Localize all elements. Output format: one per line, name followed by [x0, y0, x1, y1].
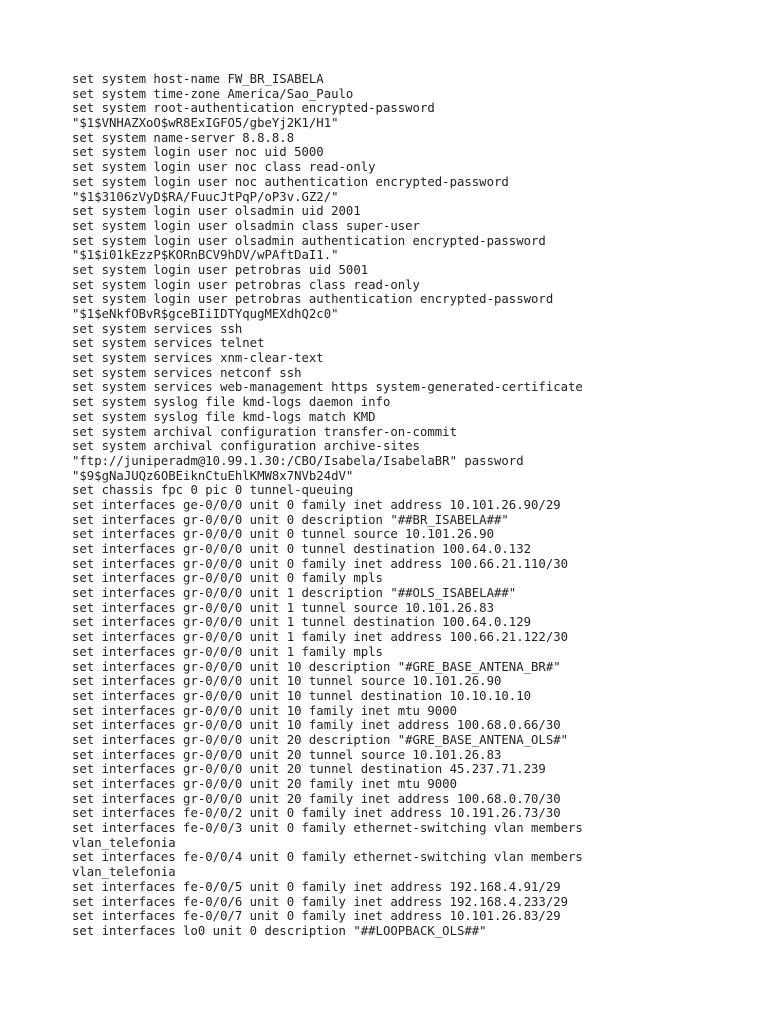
config-line: set system login user noc authentication encrypted-password: [72, 174, 509, 189]
config-line: set interfaces fe-0/0/4 unit 0 family ethernet-switching vlan members: [72, 850, 583, 865]
config-line: "$1$eNkfOBvR$gceBIiIDTYqugMEXdhQ2c0": [72, 307, 339, 321]
config-line: set interfaces gr-0/0/0 unit 1 tunnel destination 100.64.0.129: [72, 615, 532, 630]
config-line: set system services netconf ssh: [72, 365, 302, 380]
config-line: "$9$gNaJUQz6OBEiknCtuEhlKMW8x7NVb24dV": [72, 468, 354, 483]
config-line: vlan_telefonia: [72, 835, 176, 850]
config-line: set interfaces gr-0/0/0 unit 10 description "#GRE_BASE_ANTENA_BR#": [72, 659, 561, 674]
config-line: set interfaces gr-0/0/0 unit 20 family inet mtu 9000: [72, 777, 457, 791]
config-line: set interfaces fe-0/0/5 unit 0 family inet address 192.168.4.91/29: [72, 879, 561, 894]
config-line: set interfaces gr-0/0/0 unit 0 family inet address 100.66.21.110/30: [72, 556, 569, 571]
config-line: "$1$i01kEzzP$KORnBCV9hDV/wPAftDaI1.": [72, 248, 339, 263]
config-line: set interfaces gr-0/0/0 unit 10 tunnel source 10.101.26.90: [72, 674, 502, 689]
config-line: set interfaces gr-0/0/0 unit 1 tunnel source 10.101.26.83: [72, 600, 494, 615]
config-line: set system services xnm-clear-text: [72, 351, 324, 366]
config-line: set system archival configuration archive-sites: [72, 439, 420, 454]
config-line: set interfaces gr-0/0/0 unit 0 description "##BR_ISABELA##": [72, 512, 509, 527]
config-line: set system services web-management https system-generated-certificate: [72, 380, 583, 395]
config-line: set interfaces gr-0/0/0 unit 0 family mpls: [72, 571, 383, 586]
config-line: set system login user petrobras uid 5001: [72, 262, 369, 277]
config-line: set system login user petrobras authentication encrypted-password: [72, 292, 554, 307]
config-line: set interfaces fe-0/0/2 unit 0 family inet address 10.191.26.73/30: [72, 806, 561, 821]
config-line: set interfaces fe-0/0/6 unit 0 family inet address 192.168.4.233/29: [72, 894, 569, 909]
config-line: "ftp://juniperadm@10.99.1.30:/CBO/Isabela/IsabelaBR" password: [72, 453, 524, 468]
config-line: set system services ssh: [72, 321, 243, 336]
config-line: set system login user olsadmin authentication encrypted-password: [72, 233, 546, 248]
config-line: set interfaces gr-0/0/0 unit 20 description "#GRE_BASE_ANTENA_OLS#": [72, 732, 569, 747]
config-line: set interfaces gr-0/0/0 unit 0 tunnel destination 100.64.0.132: [72, 542, 532, 556]
config-line: vlan_telefonia: [72, 865, 176, 880]
config-line: set interfaces gr-0/0/0 unit 20 tunnel source 10.101.26.83: [72, 747, 502, 762]
config-line: set interfaces ge-0/0/0 unit 0 family inet address 10.101.26.90/29: [72, 497, 561, 512]
config-line: set interfaces gr-0/0/0 unit 20 family inet address 100.68.0.70/30: [72, 791, 561, 806]
config-line: "$1$VNHAZXoO$wR8ExIGFO5/gbeYj2K1/H1": [72, 116, 339, 131]
config-listing: [72, 72, 583, 939]
config-line: set interfaces gr-0/0/0 unit 10 tunnel destination 10.10.10.10: [72, 688, 532, 703]
config-line: set system syslog file kmd-logs match KMD: [72, 409, 376, 424]
config-line: set system login user petrobras class read-only: [72, 277, 420, 292]
config-line: set system login user olsadmin class super-user: [72, 218, 420, 233]
config-line: set system time-zone America/Sao_Paulo: [72, 86, 354, 101]
config-line: set interfaces fe-0/0/7 unit 0 family inet address 10.101.26.83/29: [72, 909, 561, 924]
config-line: set interfaces gr-0/0/0 unit 20 tunnel destination 45.237.71.239: [72, 762, 546, 777]
config-line: set system login user olsadmin uid 2001: [72, 204, 361, 219]
config-line: set system name-server 8.8.8.8: [72, 130, 295, 145]
config-line: set system syslog file kmd-logs daemon info: [72, 395, 391, 410]
config-line: set interfaces gr-0/0/0 unit 0 tunnel source 10.101.26.90: [72, 527, 494, 542]
config-line: set system archival configuration transfer-on-commit: [72, 424, 457, 439]
config-line: set system root-authentication encrypted-password: [72, 101, 435, 116]
config-line: set system login user noc uid 5000: [72, 145, 324, 160]
config-line: set interfaces gr-0/0/0 unit 1 description "##OLS_ISABELA##": [72, 586, 517, 601]
config-line: set system login user noc class read-only: [72, 160, 376, 175]
config-line: "$1$3106zVyD$RA/FuucJtPqP/oP3v.GZ2/": [72, 189, 339, 204]
config-line: set system services telnet: [72, 336, 265, 351]
config-line: set interfaces fe-0/0/3 unit 0 family ethernet-switching vlan members: [72, 821, 583, 836]
config-line: set interfaces lo0 unit 0 description "##LOOPBACK_OLS##": [72, 923, 487, 938]
config-line: set system host-name FW_BR_ISABELA: [72, 72, 324, 86]
config-line: set chassis fpc 0 pic 0 tunnel-queuing: [72, 483, 354, 498]
config-line: set interfaces gr-0/0/0 unit 1 family mpls: [72, 644, 383, 659]
config-line: set interfaces gr-0/0/0 unit 1 family inet address 100.66.21.122/30: [72, 630, 569, 645]
config-line: set interfaces gr-0/0/0 unit 10 family inet mtu 9000: [72, 703, 457, 718]
config-line: set interfaces gr-0/0/0 unit 10 family inet address 100.68.0.66/30: [72, 718, 561, 733]
